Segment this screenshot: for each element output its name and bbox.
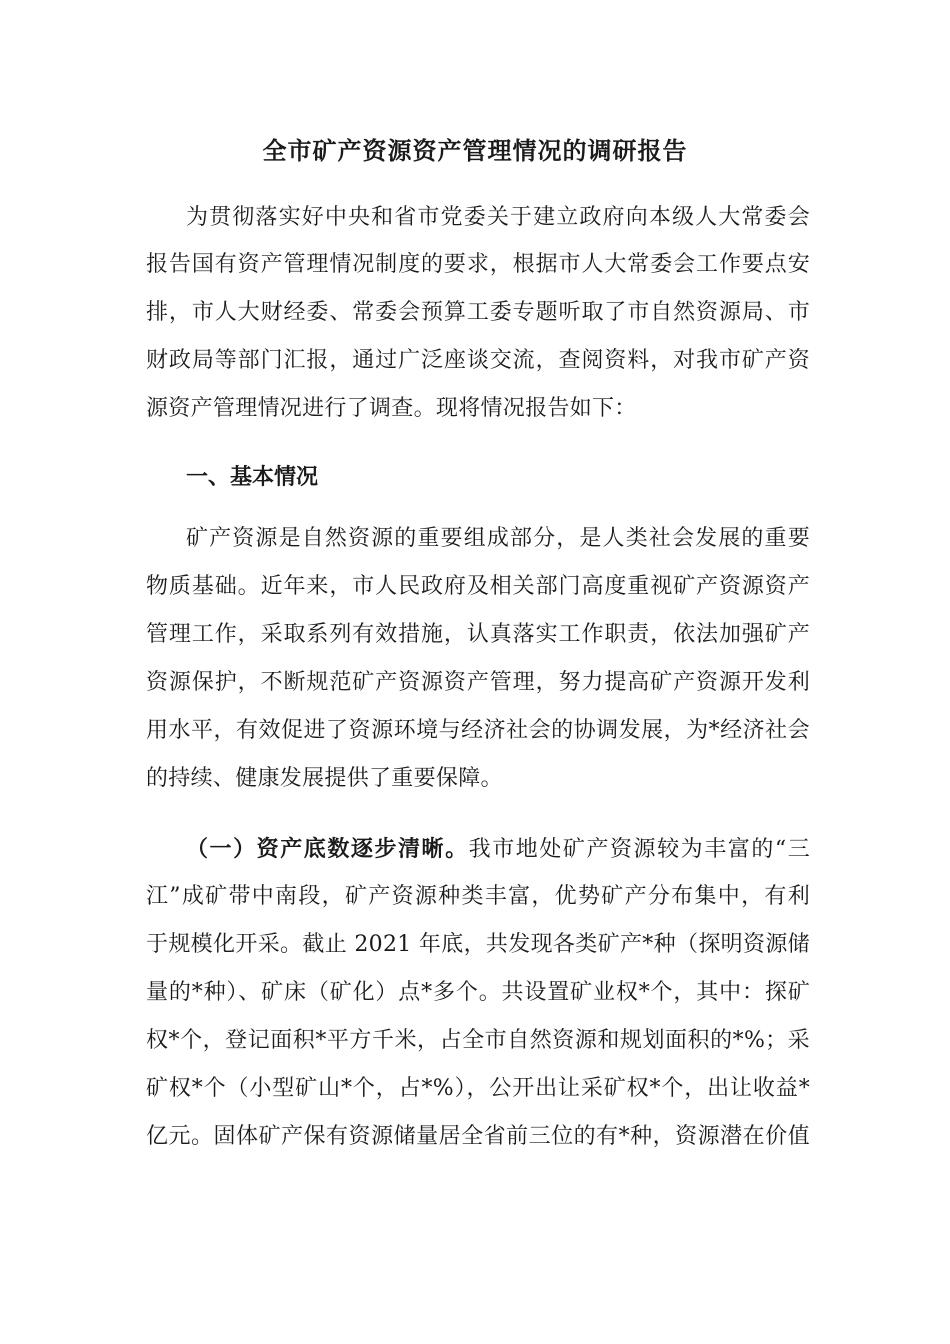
subsection1-line: 亿元。固体矿产保有资源储量居全省前三位的有*种，资源潜在价值 (146, 1124, 810, 1149)
subsection1-line: 于规模化开采。截止 2021 年底，共发现各类矿产*种（探明资源储 (146, 932, 810, 957)
intro-line: 财政局等部门汇报，通过广泛座谈交流，查阅资料，对我市矿产资 (146, 348, 810, 373)
section1-line: 矿产资源是自然资源的重要组成部分，是人类社会发展的重要 (186, 526, 810, 551)
subsection1-first-line (186, 834, 810, 865)
subsection-lead: （一）资产底数逐步清晰。 (186, 836, 469, 862)
section1-line: 管理工作，采取系列有效措施，认真落实工作职责，依法加强矿产 (146, 622, 810, 647)
subsection1-line: 矿权*个（小型矿山*个，占*%），公开出让采矿权*个，出让收益* (146, 1076, 810, 1101)
section1-line: 用水平，有效促进了资源环境与经济社会的协调发展，为*经济社会 (146, 718, 810, 743)
intro-line: 报告国有资产管理情况制度的要求，根据市人大常委会工作要点安 (146, 252, 810, 277)
section1-line: 的持续、健康发展提供了重要保障。 (146, 766, 503, 791)
document-title: 全市矿产资源资产管理情况的调研报告 (262, 136, 688, 165)
section1-line: 物质基础。近年来，市人民政府及相关部门高度重视矿产资源资产 (146, 574, 810, 599)
intro-line: 排，市人大财经委、常委会预算工委专题听取了市自然资源局、市 (146, 300, 810, 325)
intro-line: 为贯彻落实好中央和省市党委关于建立政府向本级人大常委会 (186, 205, 810, 230)
subsection1-line: 江”成矿带中南段，矿产资源种类丰富，优势矿产分布集中，有利 (146, 884, 810, 909)
section1-line: 资源保护，不断规范矿产资源资产管理，努力提高矿产资源开发利 (146, 670, 810, 695)
intro-line: 源资产管理情况进行了调查。现将情况报告如下： (146, 396, 637, 421)
section-heading: 一、基本情况 (186, 464, 319, 490)
subsection1-line: 量的*种）、矿床（矿化）点*多个。共设置矿业权*个，其中：探矿 (146, 980, 810, 1005)
subsection1-line: 权*个，登记面积*平方千米，占全市自然资源和规划面积的*%；采 (146, 1028, 810, 1053)
subsection1-first-rest: 我市地处矿产资源较为丰富的“三 (468, 837, 810, 862)
